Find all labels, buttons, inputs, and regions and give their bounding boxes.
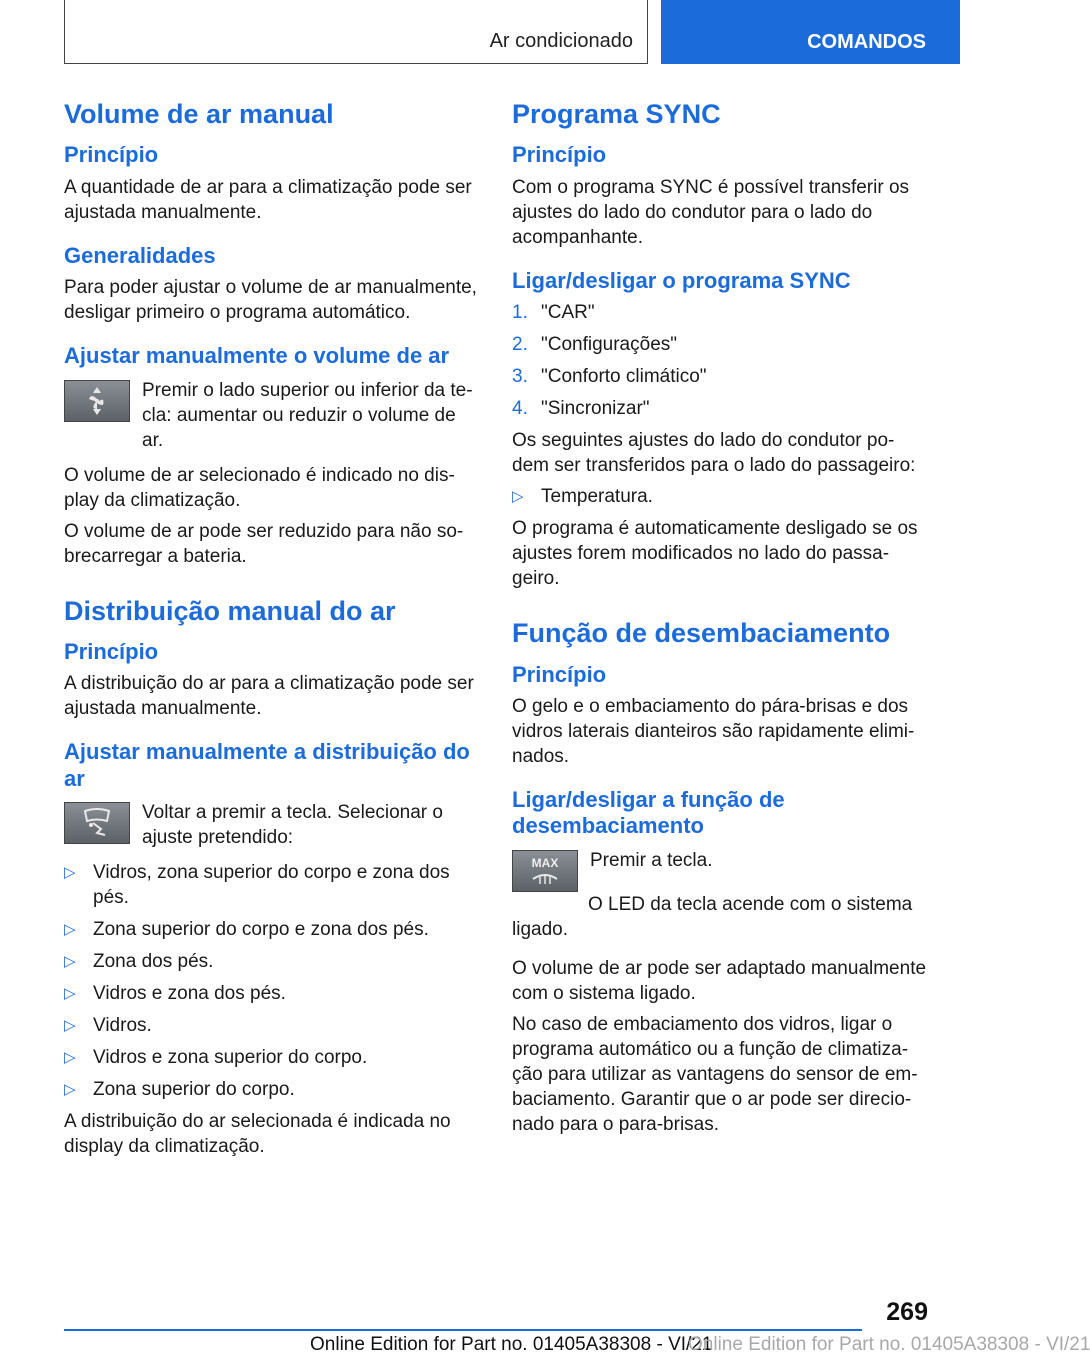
list-item: ▷ Zona superior do corpo.: [64, 1079, 295, 1101]
section-principio-volume: [64, 142, 479, 224]
icon-instruction: [512, 848, 927, 892]
air-distribution-button-icon: [64, 802, 130, 844]
right-column: [512, 98, 927, 1155]
max-defrost-button-icon: MAX: [512, 850, 578, 892]
triangle-bullet-icon: ▷: [64, 985, 76, 1003]
triangle-bullet-icon: ▷: [64, 864, 76, 882]
triangle-bullet-icon: ▷: [64, 1081, 76, 1099]
step-item: 2. "Configurações": [512, 334, 678, 356]
subheading-principio: Princípio: [64, 638, 159, 664]
paragraph: Com o programa SYNC é possível transferir os ajustes do lado do condutor para o lado do acompanhante.: [512, 176, 910, 248]
steps-list: [512, 300, 927, 421]
subheading-principio: Princípio: [64, 142, 159, 168]
paragraph: O volume de ar selecionado é indicado no dis-play da climatização.: [64, 464, 455, 511]
icon-description-block: [590, 848, 927, 879]
chapter-title: Ar condicionado: [489, 30, 633, 52]
section-principio-desembaciamento: [512, 662, 927, 769]
subheading-ajustar-volume: Ajustar manualmente o volume de ar: [64, 343, 450, 369]
fan-button-icon: [64, 380, 130, 422]
icon-description: Premir o lado superior ou inferior da te-cla: aumentar ou reduzir o volume de ar.: [142, 379, 473, 451]
paragraph: A quantidade de ar para a climatização pode ser ajustada manualmente.: [64, 176, 472, 223]
paragraph: O LED da tecla acende com o sistema ligado.: [512, 893, 913, 940]
page-number: 269: [886, 1298, 928, 1326]
paragraph: No caso de embaciamento dos vidros, ligar o programa automático ou a função de climatiza-ção para utilizar as vantagens do sensor de em-baciamento. Garantir que o ar pode ser direcio-nado para o para-brisas.: [512, 1013, 918, 1135]
list-item: ▷ Zona dos pés.: [64, 951, 214, 973]
triangle-bullet-icon: ▷: [64, 1049, 76, 1067]
section-tab-label: COMANDOS: [807, 31, 926, 53]
list-item: ▷ Temperatura.: [512, 486, 653, 508]
list-item: ▷ Vidros.: [64, 1015, 152, 1037]
icon-description: Voltar a premir a tecla. Selecionar o ajuste pretendido:: [142, 802, 443, 849]
list-item: ▷ Vidros e zona superior do corpo.: [64, 1047, 368, 1069]
paragraph: O volume de ar pode ser reduzido para não so-brecarregar a bateria.: [64, 520, 464, 567]
paragraph: Para poder ajustar o volume de ar manualmente, desligar primeiro o programa automático.: [64, 277, 477, 324]
paragraph: O programa é automaticamente desligado se os ajustes forem modificados no lado do passa-geiro.: [512, 518, 918, 590]
paragraph: A distribuição do ar para a climatização pode ser ajustada manualmente.: [64, 673, 474, 720]
header-title-box: [64, 0, 648, 64]
subheading-ligar-desembaciamento: Ligar/desligar a função de desembaciamento: [512, 786, 785, 839]
list-item: ▷ Vidros e zona dos pés.: [64, 983, 286, 1005]
triangle-bullet-icon: ▷: [512, 488, 524, 506]
section-generalidades: [64, 243, 479, 325]
heading-distribuicao: Distribuição manual do ar: [64, 595, 396, 626]
subheading-ligar-sync: Ligar/desligar o programa SYNC: [512, 267, 851, 293]
section-ligar-sync: [512, 268, 927, 591]
triangle-bullet-icon: ▷: [64, 1017, 76, 1035]
step-item: 4. "Sincronizar": [512, 398, 650, 420]
watermark: Online Edition for Part no. 01405A38308 - VI/21: [688, 1334, 1090, 1355]
list-item: ▷ Zona superior do corpo e zona dos pés.: [64, 919, 429, 941]
page-header: [0, 0, 960, 66]
paragraph: O volume de ar pode ser adaptado manualmente com o sistema ligado.: [512, 957, 927, 1004]
subheading-generalidades: Generalidades: [64, 242, 216, 268]
heading-programa-sync: Programa SYNC: [512, 99, 721, 129]
paragraph: O gelo e o embaciamento do pára-brisas e dos vidros laterais dianteiros são rapidamente elimi-nados.: [512, 695, 915, 767]
paragraph: Os seguintes ajustes do lado do condutor po-dem ser transferidos para o lado do passageiro:: [512, 430, 916, 477]
transfer-list: [512, 484, 927, 509]
subheading-principio: Princípio: [512, 142, 607, 168]
icon-description: Premir a tecla.: [590, 849, 713, 871]
icon-instruction: [64, 800, 479, 850]
triangle-bullet-icon: ▷: [64, 953, 76, 971]
heading-desembaciamento: Função de desembaciamento: [512, 618, 891, 649]
section-ajustar-distribuicao: [64, 739, 479, 1159]
left-column: [64, 98, 479, 1177]
section-principio-sync: [512, 142, 927, 249]
section-ajustar-volume: [64, 343, 479, 568]
list-item: ▷ Vidros, zona superior do corpo e zona dos pés.: [64, 862, 450, 909]
step-item: 1. "CAR": [512, 302, 595, 324]
section-tab: [661, 0, 960, 64]
section-principio-distribuicao: [64, 639, 479, 721]
paragraph: A distribuição do ar selecionada é indicada no display da climatização.: [64, 1111, 451, 1158]
subheading-ajustar-distribuicao: Ajustar manualmente a distribuição do ar: [64, 739, 470, 791]
subheading-principio: Princípio: [512, 661, 607, 687]
step-item: 3. "Conforto climático": [512, 366, 707, 388]
footer-edition: Online Edition for Part no. 01405A38308 - VI/21: [310, 1334, 713, 1355]
triangle-bullet-icon: ▷: [64, 921, 76, 939]
footer-divider: [64, 1329, 862, 1331]
distribution-options-list: [64, 860, 479, 1102]
heading-volume-de-ar: Volume de ar manual: [64, 99, 334, 129]
section-ligar-desembaciamento: [512, 787, 927, 1137]
icon-instruction: [64, 378, 479, 453]
